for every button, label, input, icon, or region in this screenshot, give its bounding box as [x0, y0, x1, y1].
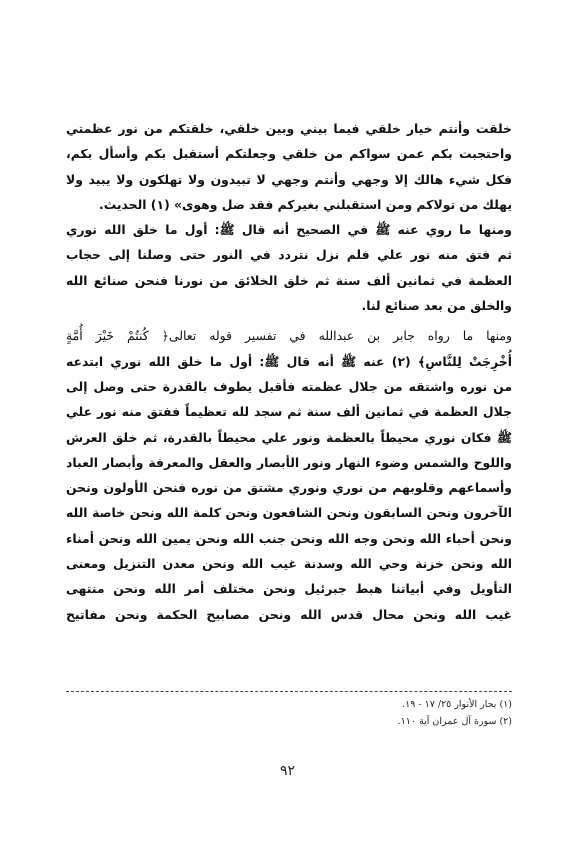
- text-line-14: واللوح والشمس وضوء النهار ونور الأبصار والعقل والمعرفة وأبصار العباد: [66, 454, 512, 470]
- text-line-18: الله ونحن خزنة وحي الله وسدنة غيب الله ونحن معدن التنزيل ومعنى: [66, 556, 512, 572]
- text-line-10: أُخْرِجَتْ لِلنَّاسِ﴾ (٢) عنه ﷺ أنه قال ﷺ: أول ما خلق الله نوري ابتدعه: [66, 353, 512, 369]
- text-line-6: ثم فتق منه نور علي فلم نزل نتردد في النور حتى وصلنا إلى حجاب: [66, 247, 512, 263]
- footnote-divider: [66, 691, 512, 692]
- text-line-20: غيب الله ونحن محال قدس الله ونحن مصابيح الحكمة ونحن مفاتيح: [66, 606, 512, 622]
- page-number: ٩٢: [279, 763, 296, 779]
- text-line-17: ونحن أحباء الله ونحن وجه الله ونحن جنب الله ونحن يمين الله ونحن أمناء: [66, 530, 512, 546]
- footnote-1: (١) بحار الأنوار ٢٥/ ١٧ - ١٩.: [402, 699, 512, 710]
- main-text: [66, 116, 512, 627]
- text-line-11: من نوره واشتقه من جلال عظمته فأقبل يطوف بالقدرة حتى وصل إلى: [66, 378, 512, 394]
- text-line-2: واحتجبت بكم عمن سواكم من خلقي وجعلتكم أستقبل بكم وأسأل بكم،: [66, 146, 512, 162]
- text-line-9: ومنها ما رواه جابر بن عبدالله في تفسير قوله تعالى﴿ كُنتُمْ خَيْرَ أُمَّةٍ: [66, 328, 512, 344]
- text-line-16: الآخرون ونحن السابقون ونحن الشافعون ونحن كلمة الله ونحن خاصة الله: [66, 505, 512, 521]
- text-line-3: فكل شيء هالك إلا وجهي وأنتم وجهي لا تبيدون ولا تهلكون ولا يبيد ولا: [66, 171, 512, 187]
- text-line-7: العظمة في ثمانين ألف سنة ثم خلق الخلائق من نورنا فنحن صنائع الله: [66, 272, 512, 288]
- text-line-15: وأسماعهم وقلوبهم من نوري ونوري مشتق من نوره فنحن الأولون ونحن: [66, 480, 512, 496]
- text-line-13: ﷺ فكان نوري محيطاً بالعظمة ونور علي محيطاً بالقدرة، ثم خلق العرش: [66, 429, 512, 445]
- text-line-12: جلال العظمة في ثمانين ألف سنة ثم سجد لله تعظيماً ففتق منه نور علي: [66, 404, 512, 420]
- footnotes: [66, 696, 512, 730]
- text-line-19: التأويل وفي أبياتنا هبط جبرئيل ونحن مختلف أمر الله ونحن منتهى: [66, 581, 512, 597]
- text-line-4: يهلك من تولاكم ومن استقبلني بغيركم فقد ضل وهوى» (١) الحديث.: [99, 196, 512, 212]
- text-line-5: ومنها ما روي عنه ﷺ في الصحيح أنه قال ﷺ: أول ما خلق الله نوري: [66, 222, 512, 238]
- text-line-1: خلقت وأنتم خيار خلقي فيما بيني وبين خلقي، خلقتكم من نور عظمتي: [66, 121, 512, 136]
- text-line-8: والخلق من بعد صنائع لنا.: [361, 298, 512, 314]
- footnote-2: (٢) سورة آل عمران آية ١١٠.: [397, 716, 512, 727]
